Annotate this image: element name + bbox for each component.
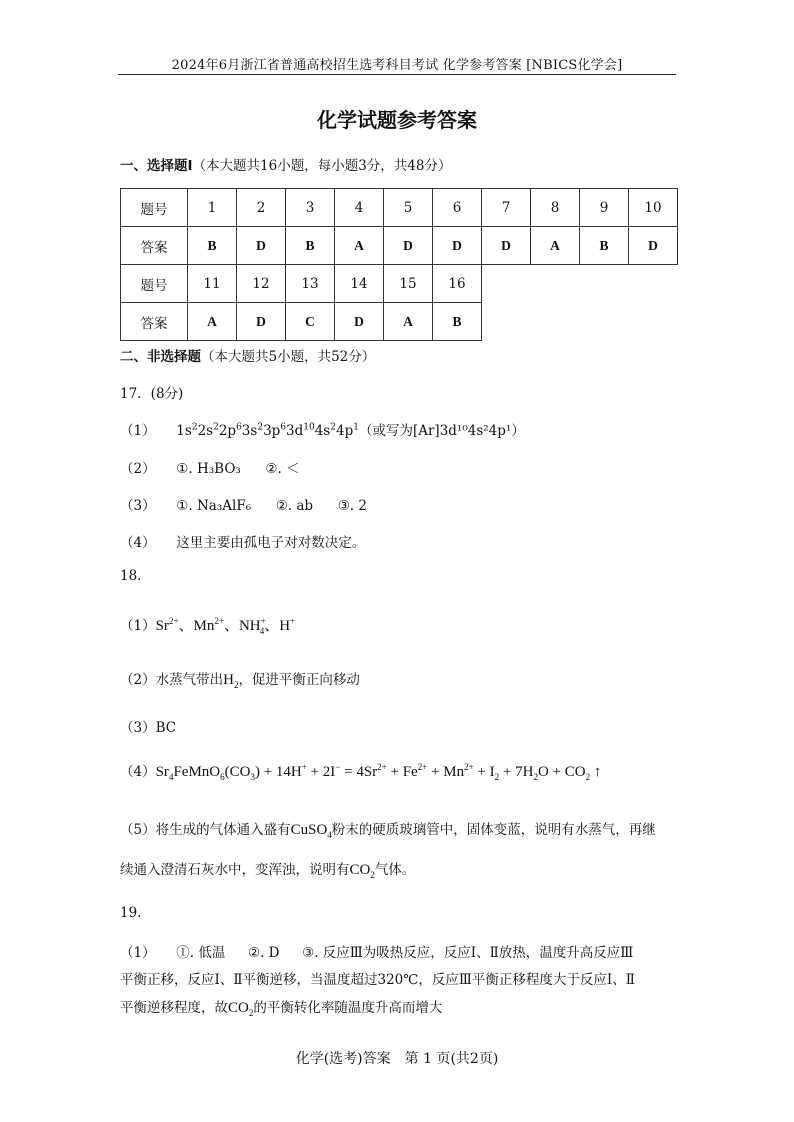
q17-part2-answer-b: ②. ＜ bbox=[265, 461, 300, 477]
empty-cell bbox=[580, 303, 629, 341]
answer-cell: B bbox=[433, 303, 482, 341]
table-cell: 15 bbox=[384, 265, 433, 303]
part-index: （3） bbox=[120, 498, 156, 514]
part-index: （1） bbox=[120, 423, 156, 439]
answer-table bbox=[120, 188, 678, 341]
q18-part5-line2 bbox=[120, 858, 415, 879]
page-title: 化学试题参考答案 bbox=[317, 108, 477, 132]
q19-part1-answer-b: ②. D bbox=[247, 945, 280, 961]
part-index: （4） bbox=[120, 764, 156, 780]
table-row bbox=[121, 265, 678, 303]
ion-list: $Sr^{2+}$、$Mn^{2+}$、$NH^+_4$、H+ bbox=[155, 616, 296, 636]
answer-cell: C bbox=[286, 303, 335, 341]
table-cell: 7 bbox=[482, 189, 531, 227]
q17-part2 bbox=[120, 457, 300, 477]
table-cell: 2 bbox=[237, 189, 286, 227]
cuso4-formula: CuSO$_4$ bbox=[290, 822, 332, 840]
table-cell: 10 bbox=[629, 189, 678, 227]
page-header: 2024年6月浙江省普通高校招生选考科目考试 化学参考答案 [NBICS化学会] bbox=[171, 58, 623, 73]
table-row bbox=[121, 227, 678, 265]
part-index: （5） bbox=[120, 822, 156, 838]
answer-cell: A bbox=[188, 303, 237, 341]
ionic-equation: $Sr_4FeMnO_6(CO_3) + 14H^+ + 2I^- = 4Sr^{2+} + Fe^{2+} + Mn^{2+} + I_2 + 7H_2O + CO_2$ ↑ bbox=[155, 762, 602, 782]
q17-part3-answer-a: ①. Na₃AlF₆ bbox=[176, 498, 252, 514]
h2-formula: $H_2$ bbox=[223, 672, 239, 690]
q18-part1 bbox=[120, 614, 295, 635]
answer-cell: D bbox=[335, 303, 384, 341]
q17-part1-note: （或写为[Ar]3d¹⁰4s²4p¹） bbox=[358, 423, 525, 439]
part-index: （1） bbox=[120, 945, 156, 961]
answer-cell: D bbox=[433, 227, 482, 265]
q18-heading: 18. bbox=[120, 568, 142, 584]
answer-cell: D bbox=[482, 227, 531, 265]
q17-part4-answer: 这里主要由孤电子对对数决定。 bbox=[176, 535, 366, 551]
section1-heading bbox=[120, 154, 451, 174]
empty-cell bbox=[482, 265, 531, 303]
table-cell-label: 答案 bbox=[121, 303, 188, 341]
part-index: （4） bbox=[120, 535, 156, 551]
table-row bbox=[121, 189, 678, 227]
table-cell: 5 bbox=[384, 189, 433, 227]
table-cell: 9 bbox=[580, 189, 629, 227]
q17-part2-answer-a: ①. H₃BO₃ bbox=[176, 461, 241, 477]
table-cell: 12 bbox=[237, 265, 286, 303]
answer-cell: B bbox=[286, 227, 335, 265]
table-cell: 8 bbox=[531, 189, 580, 227]
q17-part4 bbox=[120, 531, 365, 551]
answer-cell: A bbox=[531, 227, 580, 265]
section1-note: （本大题共16小题，每小题3分，共48分） bbox=[192, 158, 452, 174]
table-cell: 1 bbox=[188, 189, 237, 227]
header-divider bbox=[118, 74, 676, 75]
answer-cell: D bbox=[629, 227, 678, 265]
answer-cell: B bbox=[188, 227, 237, 265]
answer-cell: D bbox=[384, 227, 433, 265]
table-cell: 4 bbox=[335, 189, 384, 227]
q17-part3-answer-b: ②. ab bbox=[275, 498, 314, 514]
page-footer: 化学(选考)答案 第 1 页(共2页) bbox=[295, 1051, 499, 1067]
part-index: （2） bbox=[120, 672, 156, 688]
table-cell-label: 题号 bbox=[121, 265, 188, 303]
co2-formula: $CO_2$ bbox=[349, 862, 375, 880]
q18-part4 bbox=[120, 760, 601, 781]
answer-cell: D bbox=[237, 303, 286, 341]
empty-cell bbox=[531, 265, 580, 303]
table-cell-label: 答案 bbox=[121, 227, 188, 265]
table-cell-label: 题号 bbox=[121, 189, 188, 227]
answer-cell: D bbox=[237, 227, 286, 265]
q18-part3-answer: BC bbox=[155, 720, 177, 736]
electron-configuration: $1s^22s^22p^63s^23p^63d^{10}4s^24p^1$ bbox=[176, 422, 359, 439]
empty-cell bbox=[629, 265, 678, 303]
q18-part5-text-d: 气体。 bbox=[374, 862, 416, 878]
table-row bbox=[121, 303, 678, 341]
part-index: （1） bbox=[120, 618, 156, 634]
part-index: （3） bbox=[120, 720, 156, 736]
q19-part1-line2: 平衡正移，反应Ⅰ、Ⅱ平衡逆移，当温度超过320℃，反应Ⅲ平衡正移程度大于反应Ⅰ、Ⅱ bbox=[120, 972, 635, 988]
q18-part3 bbox=[120, 716, 176, 736]
table-cell: 16 bbox=[433, 265, 482, 303]
empty-cell bbox=[580, 265, 629, 303]
q19-part1-answer-c: ③. 反应Ⅲ为吸热反应，反应Ⅰ、Ⅱ放热，温度升高反应Ⅲ bbox=[302, 945, 634, 961]
q17-part1 bbox=[120, 419, 525, 439]
q19-part1-line1 bbox=[120, 941, 633, 961]
q17-part3-answer-c: ③. 2 bbox=[337, 498, 367, 514]
q18-part2-text-b: ，促进平衡正向移动 bbox=[238, 672, 360, 688]
table-cell: 6 bbox=[433, 189, 482, 227]
q19-part1-text-b: 的平衡转化率随温度升高而增大 bbox=[253, 1000, 443, 1016]
answer-cell: A bbox=[335, 227, 384, 265]
table-cell: 13 bbox=[286, 265, 335, 303]
q17-heading: 17．(8分) bbox=[120, 386, 184, 402]
q18-part5-text-b: 粉末的硬质玻璃管中，固体变蓝，说明有水蒸气，再继 bbox=[331, 822, 656, 838]
q17-part3 bbox=[120, 494, 367, 514]
q19-part1-line3 bbox=[120, 996, 442, 1017]
q19-heading: 19. bbox=[120, 905, 142, 921]
table-cell: 3 bbox=[286, 189, 335, 227]
empty-cell bbox=[482, 303, 531, 341]
q19-part1-answer-a: ①. 低温 bbox=[176, 945, 226, 961]
section1-title: 一、选择题Ⅰ bbox=[120, 158, 193, 174]
table-cell: 11 bbox=[188, 265, 237, 303]
q18-part5-text-a: 将生成的气体通入盛有 bbox=[155, 822, 291, 838]
section2-note: （本大题共5小题，共52分） bbox=[201, 349, 376, 365]
co2-formula: $CO_2$ bbox=[228, 1000, 254, 1018]
part-index: （2） bbox=[120, 461, 156, 477]
section2-title: 二、非选择题 bbox=[120, 349, 201, 365]
q18-part5-text-c: 续通入澄清石灰水中，变浑浊，说明有 bbox=[120, 862, 350, 878]
answer-cell: B bbox=[580, 227, 629, 265]
empty-cell bbox=[531, 303, 580, 341]
q18-part2 bbox=[120, 668, 360, 689]
q19-part1-text-a: 平衡逆移程度，故 bbox=[120, 1000, 228, 1016]
q18-part2-text-a: 水蒸气带出 bbox=[155, 672, 224, 688]
answer-cell: A bbox=[384, 303, 433, 341]
section2-heading bbox=[120, 345, 375, 365]
table-cell: 14 bbox=[335, 265, 384, 303]
q18-part5-line1 bbox=[120, 818, 656, 839]
empty-cell bbox=[629, 303, 678, 341]
